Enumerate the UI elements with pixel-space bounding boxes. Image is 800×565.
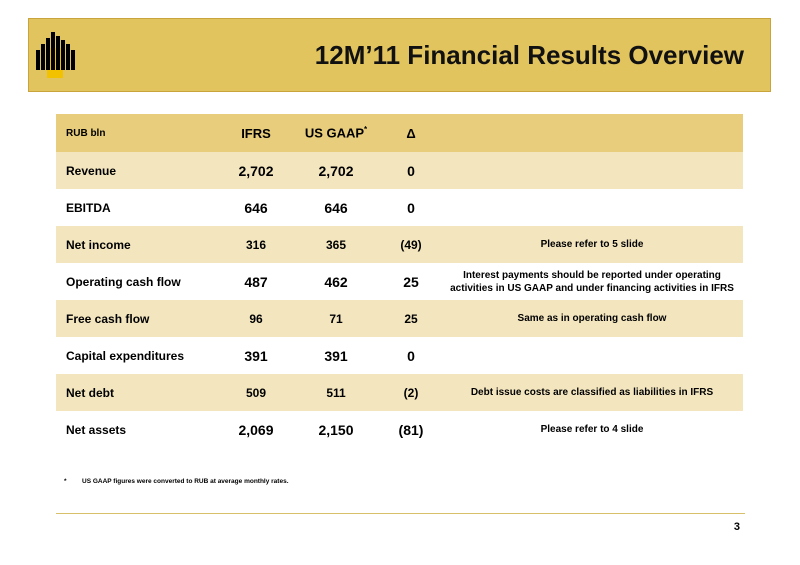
delta-value: (2)	[381, 374, 441, 411]
header-ifrs: IFRS	[221, 114, 291, 152]
footnote-text: US GAAP figures were converted to RUB at average monthly rates.	[82, 478, 289, 485]
delta-value: 25	[403, 273, 419, 290]
page-title: 12M’11 Financial Results Overview	[314, 40, 744, 70]
row-label: Operating cash flow	[66, 274, 181, 289]
ifrs-value: 509	[221, 374, 291, 411]
us-gaap-value: 2,150	[318, 421, 354, 438]
us-gaap-value: 646	[324, 199, 348, 216]
ifrs-value: 2,702	[221, 152, 291, 189]
comment	[441, 189, 743, 226]
delta-value: 0	[381, 152, 441, 189]
delta-value: 25	[381, 300, 441, 337]
comment: Debt issue costs are classified as liabilities in IFRS	[441, 374, 743, 411]
table-header-row	[56, 114, 743, 152]
header-us-gaap: US GAAP*	[291, 114, 381, 152]
comment: Please refer to 5 slide	[441, 226, 743, 263]
us-gaap-value: 511	[291, 374, 381, 411]
table-row	[56, 337, 743, 374]
us-gaap-value: 2,702	[291, 152, 381, 189]
header-delta: Δ	[381, 114, 441, 152]
ifrs-value: 2,069	[238, 421, 274, 438]
table-row	[56, 152, 743, 189]
ifrs-value: 96	[221, 300, 291, 337]
row-label: Net debt	[56, 374, 221, 411]
row-label: Revenue	[56, 152, 221, 189]
row-label: Net income	[56, 226, 221, 263]
footnote	[64, 478, 289, 485]
delta-value: (81)	[398, 421, 424, 438]
row-label: Free cash flow	[56, 300, 221, 337]
delta-value: 0	[407, 199, 415, 216]
comment	[441, 152, 743, 189]
us-gaap-value: 462	[324, 273, 348, 290]
row-label: EBITDA	[66, 200, 111, 215]
page-number: 3	[733, 521, 740, 533]
comment: Same as in operating cash flow	[441, 300, 743, 337]
comment	[441, 337, 743, 374]
header-comment	[441, 114, 743, 152]
us-gaap-value: 391	[324, 347, 348, 364]
comment: Please refer to 4 slide	[540, 424, 644, 435]
ifrs-value: 316	[221, 226, 291, 263]
company-logo	[34, 32, 76, 78]
us-gaap-value: 71	[291, 300, 381, 337]
ifrs-value: 646	[244, 199, 268, 216]
table-row	[56, 226, 743, 263]
ifrs-value: 391	[244, 347, 268, 364]
row-label: Capital expenditures	[66, 348, 185, 363]
delta-value: 0	[407, 347, 415, 364]
header-unit-label: RUB bln	[56, 114, 221, 152]
ifrs-value: 487	[244, 273, 268, 290]
footer-divider	[56, 513, 745, 514]
financial-results-table	[56, 114, 743, 448]
footnote-mark: *	[64, 478, 67, 485]
table-row	[56, 189, 743, 226]
us-gaap-value: 365	[291, 226, 381, 263]
table-row	[56, 411, 743, 448]
table-row	[56, 374, 743, 411]
table-row	[56, 300, 743, 337]
comment: Interest payments should be reported under operating activities in US GAAP and under financing activities in IFRS	[450, 269, 734, 294]
delta-value: (49)	[381, 226, 441, 263]
row-label: Net assets	[66, 422, 127, 437]
table-row	[56, 263, 743, 300]
